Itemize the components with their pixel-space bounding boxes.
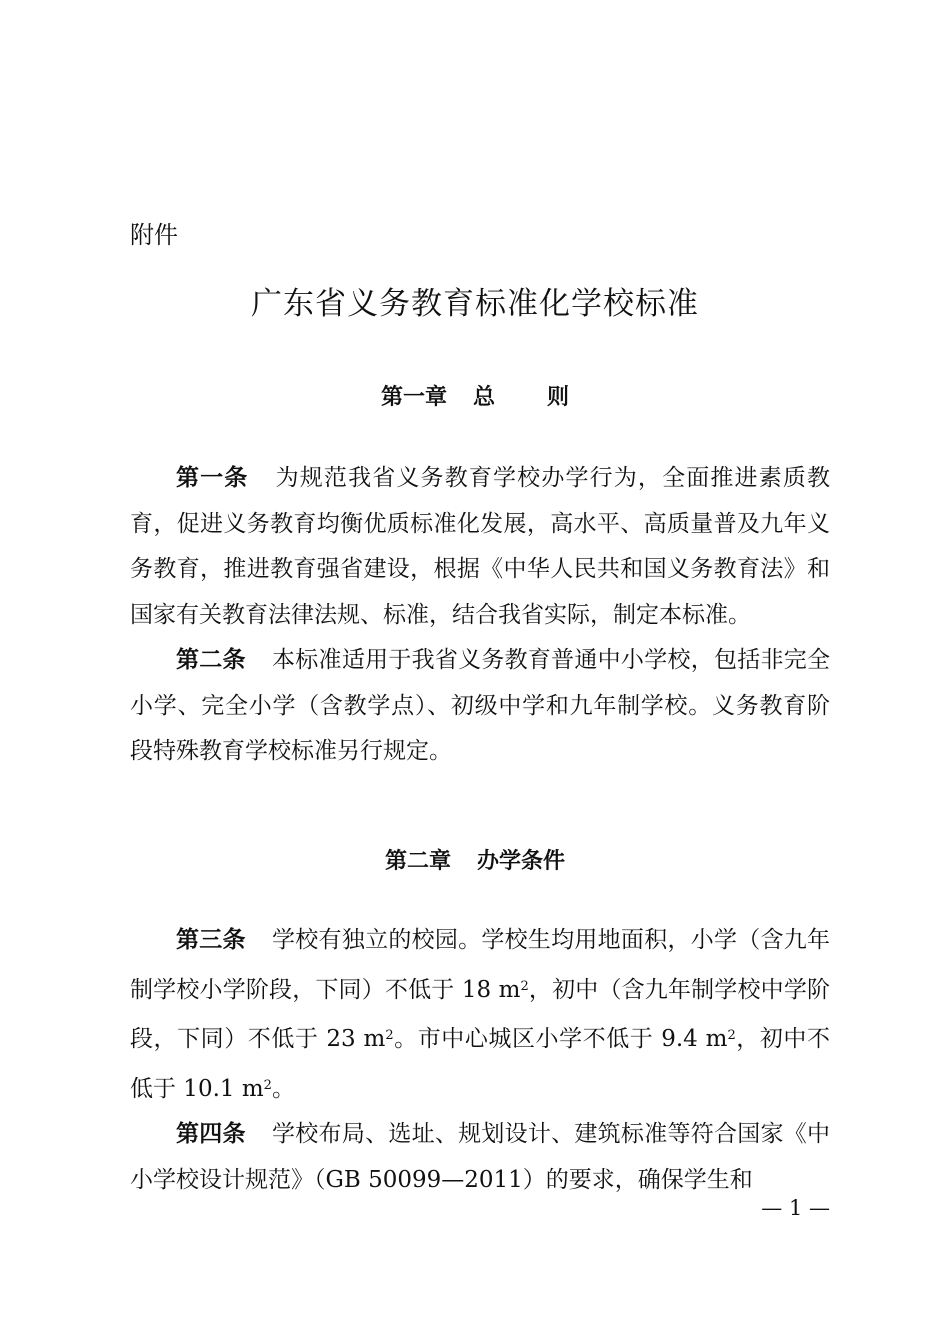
chapter-1-heading bbox=[0, 380, 950, 411]
document-title: 广东省义务教育标准化学校标准 bbox=[251, 286, 699, 322]
article-text: 。 bbox=[271, 1075, 295, 1102]
article-text: 为规范我省义务教育学校办学行为，全面推进素质教育，促进义务教育均衡优质标准化发展，高水平、高质量普及九年义务教育，推进教育强省建设，根据《中华人民共和国义务教育法》和国家有关教育法律法规、标准，结合我省实际，制定本标准。 bbox=[130, 465, 831, 628]
article-text: 本标准适用于我省义务教育普通中小学校，包括非完全小学、完全小学（含教学点）、初级中学和九年制学校。义务教育阶段特殊教育学校标准另行规定。 bbox=[130, 647, 831, 764]
article-label: 第三条 bbox=[176, 927, 246, 953]
attachment-label: 附件 bbox=[130, 221, 178, 249]
article-4 bbox=[130, 1112, 830, 1203]
chapter-title-part: 总 bbox=[472, 385, 495, 410]
chapter-1-body bbox=[130, 456, 830, 775]
chapter-title-part: 办学条件 bbox=[477, 849, 566, 874]
superscript: 2 bbox=[727, 1028, 736, 1043]
article-text: ，初中不低于 10.1 m bbox=[130, 1026, 830, 1102]
article-label: 第二条 bbox=[176, 647, 246, 673]
article-text: ，初中（含九年制学校中学阶段，下同）不低于 23 m bbox=[130, 976, 830, 1052]
chapter-number: 第一章 bbox=[380, 385, 447, 410]
article-label: 第一条 bbox=[176, 465, 249, 491]
chapter-title-part: 则 bbox=[547, 385, 570, 410]
article-text: 学校有独立的校园。学校生均用地面积，小学（含九年制学校小学阶段，下同）不低于 18 m bbox=[130, 927, 831, 1003]
article-text: 。市中心城区小学不低于 9.4 m bbox=[393, 1026, 728, 1052]
superscript: 2 bbox=[520, 978, 529, 994]
chapter-2-heading bbox=[0, 844, 950, 875]
superscript: 2 bbox=[263, 1077, 272, 1093]
article-1 bbox=[130, 456, 830, 638]
article-2 bbox=[130, 638, 830, 775]
chapter-number: 第二章 bbox=[384, 849, 451, 874]
article-label: 第四条 bbox=[176, 1121, 246, 1147]
article-text: 学校布局、选址、规划设计、建筑标准等符合国家《中小学校设计规范》（GB 50099—2011）的要求，确保学生和 bbox=[130, 1121, 831, 1193]
chapter-2-body bbox=[130, 918, 830, 1203]
article-3 bbox=[130, 918, 830, 1112]
page-number: — 1 — bbox=[761, 1196, 830, 1220]
superscript: 2 bbox=[385, 1028, 394, 1043]
